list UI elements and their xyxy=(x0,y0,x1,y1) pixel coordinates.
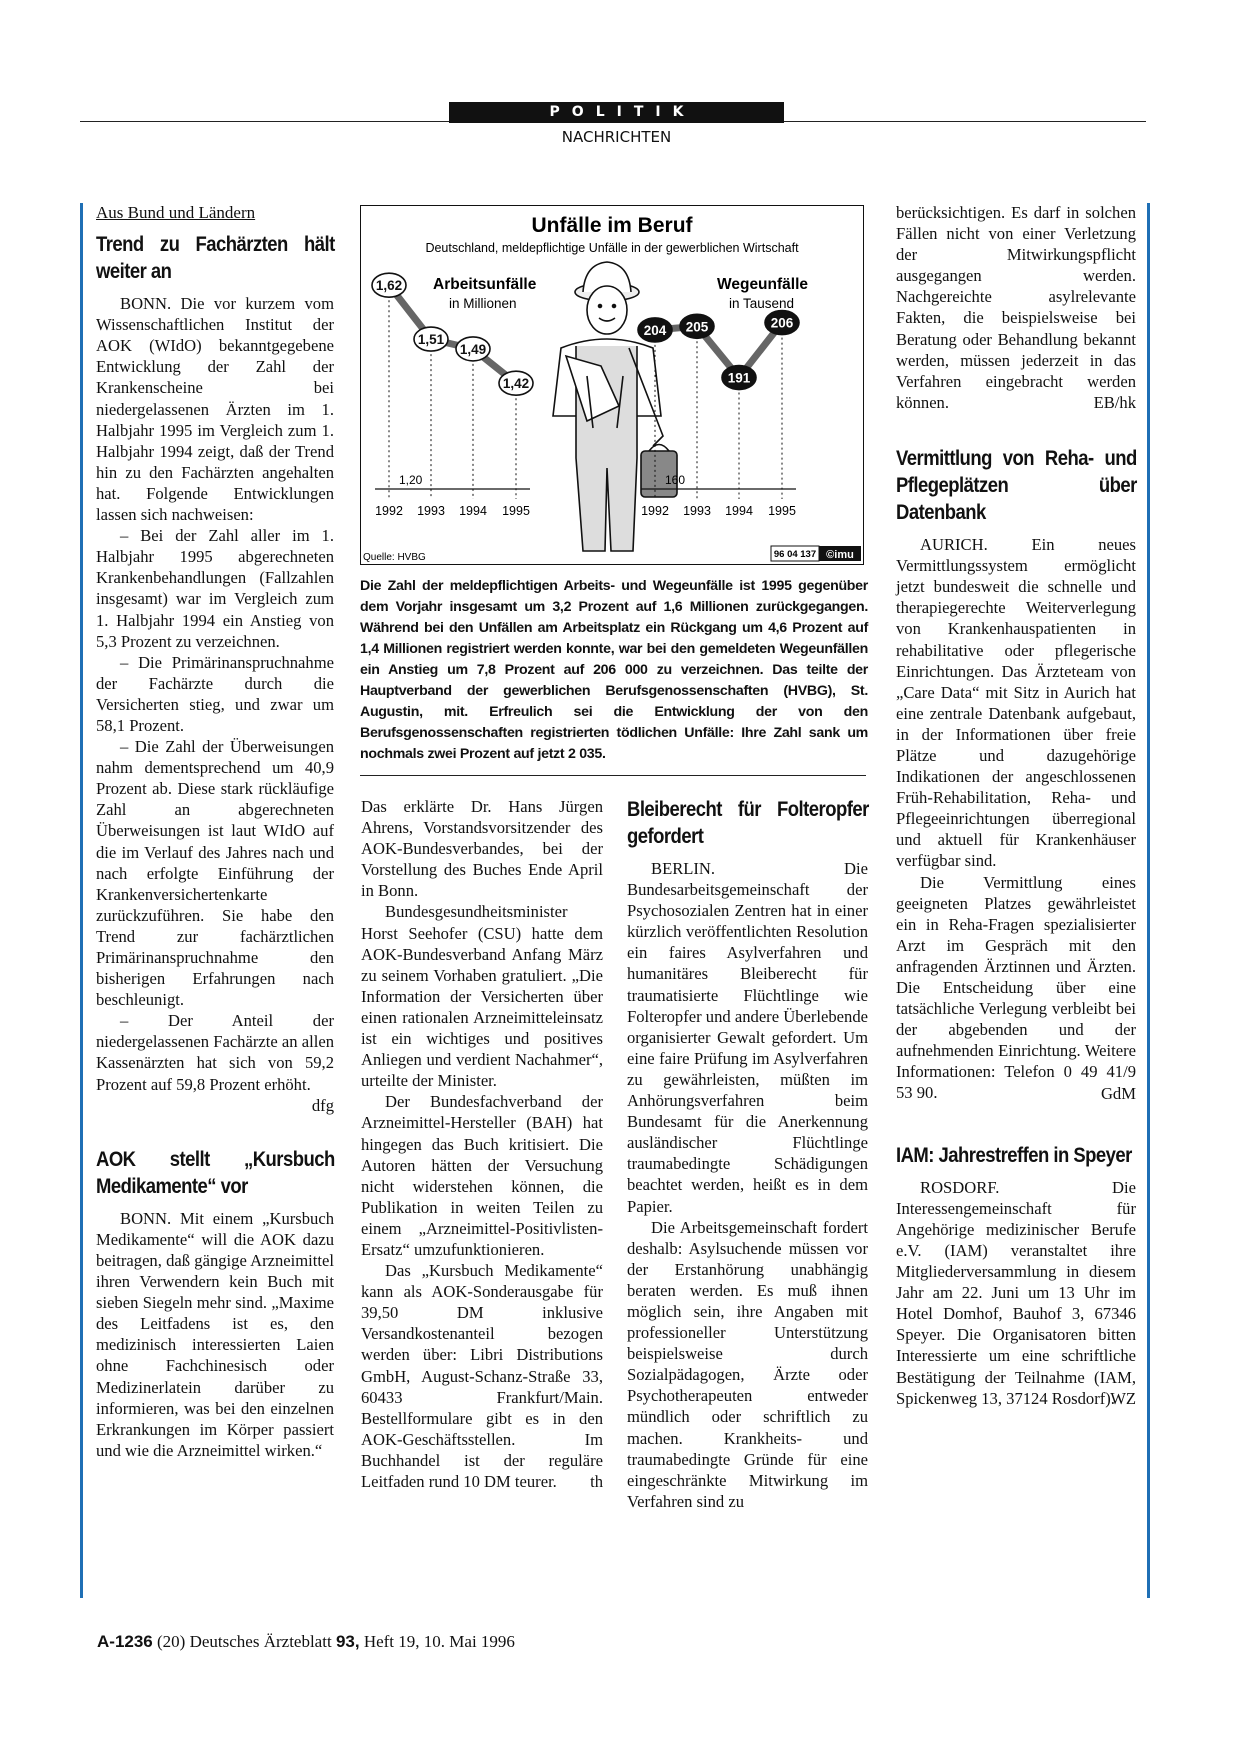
paragraph: BONN. Mit einem „Kursbuch Medikamente“ will die AOK dazu beitragen, daß gängige Arzneimittel ihren Verwendern kein Buch mit sieben Siegeln mehr sind. „Maxime des Leitfadens ist es, den medizinisch interessierten Laien ohne Fachchinesisch oder Medizinerlatein darüber zu informieren, was bei den einzelnen Erkrankungen im Körper passiert und wie die Arzneimittel wirken.“ xyxy=(96,1208,334,1460)
chart-svg xyxy=(361,206,863,564)
article-title-bleiberecht: Bleiberecht für Folteropfer gefordert xyxy=(627,798,869,848)
x-tick-label: 1995 xyxy=(768,504,796,518)
footer-issue: (20) Deutsches Ärzteblatt xyxy=(157,1632,332,1651)
paragraph: Der Bundesfachverband der Arzneimittel-Hersteller (BAH) hat hingegen das Buch kritisiert. Die Autoren hätten der Versuchung nicht widerstehen können, die Publikation in weiten Teilen zu einem „Arzneimittel-Positivlisten-Ersatz“ umzufunktionieren. xyxy=(361,1092,603,1259)
signature: EB/hk xyxy=(1093,392,1136,412)
x-tick-label: 1994 xyxy=(459,504,487,518)
data-label: 1,62 xyxy=(375,278,403,294)
article-title-kursbuch: AOK stellt „Kursbuch Medikamente“ vor xyxy=(96,1147,335,1198)
paragraph: ROSDORF. Die Interessengemeinschaft für Angehörige medizinischer Berufe e.V. (IAM) veranstaltet ihre Mitgliederversammlung in diesem Jahr am 22. Juni um 13 Uhr im Hotel Domhof, Bauhof 3, 67346 Speyer. Die Organisatoren bitten Interessierte um eine schriftliche Bestätigung der Teilnahme (IAM, Spickenweg 13, 37124 Rosdorf). xyxy=(896,1177,1136,1408)
section-label: POLITIK xyxy=(449,102,784,123)
paragraph: Die Arbeitsgemeinschaft fordert deshalb: Asylsuchende müssen vor der Erstanhörung unabhängig beraten werden. Es muß ihnen möglich sein, ihre Angaben mit professioneller Unterstützung beispielsweise durch Sozialpädagogen, Ärzte oder Psychotherapeuten entweder mündlich oder schriftlich zu machen. Krankheits- und traumabedingte Gründe für eine eingeschränkte Mitwirkung im Verfahren sind zu xyxy=(627,1217,868,1511)
paragraph: Das „Kursbuch Medikamente“ kann als AOK-Sonderausgabe für 39,50 DM inklusive Versandkostenanteil bezogen werden über: Libri Distributions GmbH, August-Schanz-Straße 33, 60433 Frankfurt/Main. Bestellformulare gibt es in den AOK-Geschäftsstellen. Im Buchhandel ist der reguläre Leitfaden rund 10 DM teurer. xyxy=(361,1261,603,1491)
article-title-vermittlung: Vermittlung von Reha- und Pflegeplätzen über Datenbank xyxy=(896,447,1137,525)
x-tick-label: 1994 xyxy=(725,504,753,518)
x-tick-label: 1992 xyxy=(375,504,403,518)
paragraph: – Der Anteil der niedergelassenen Fachärzte an allen Kassenärzten hat sich von 59,2 Prozent auf 59,8 Prozent erhöht. xyxy=(96,1011,334,1094)
footer-volume: 93, xyxy=(335,1632,360,1651)
paragraph: – Die Zahl der Überweisungen nahm dementsprechend um 40,9 Prozent ab. Diese stark rückläufige Zahl an abgerechneten Überweisungen ist laut WIdO auf die im Verlauf des Jahres nach und nach erfolgte Einführung der Krankenversichertenkarte zurückzuführen. Sie habe den Trend zur fachärztlichen Primärinanspruchnahme den bisherigen Erfahrungen nach beschleunigt. xyxy=(96,737,334,1010)
paragraph: Das erklärte Dr. Hans Jürgen Ahrens, Vorstandsvorsitzender des AOK-Bundesverbandes, bei der Vorstellung des Buches Ende April in Bonn. xyxy=(361,797,603,901)
column-1 xyxy=(96,202,334,1461)
column-marker-left xyxy=(80,203,83,1598)
chart-agency: ©imu xyxy=(826,549,854,561)
footer-date: Heft 19, 10. Mai 1996 xyxy=(363,1632,515,1651)
rubric: Aus Bund und Ländern xyxy=(96,203,256,222)
signature: GdM xyxy=(1100,1083,1136,1103)
article-title-iam: IAM: Jahrestreffen in Speyer xyxy=(896,1143,1132,1167)
chart-subtitle: Deutschland, meldepflichtige Unfälle in der gewerblichen Wirtschaft xyxy=(425,241,799,255)
signature: WZ xyxy=(1110,1388,1136,1408)
paragraph: AURICH. Ein neues Vermittlungssystem ermöglicht jetzt bundesweit die schnelle und therapiegerechte Weiterverlegung von Krankenhauspatienten in rehabilitative oder pflegerische Einrichtungen. Das Ärzteteam von „Care Data“ mit Sitz in Aurich hat eine zentrale Datenbank aufgebaut, in der Informationen über freie Plätze und dazugehörige Indikationen der angeschlossenen Früh-Rehabilitation, Reha- und Pflegeeinrichtungen überregional und aktuell für Krankenhäuser verfügbar sind. xyxy=(896,535,1136,871)
signature: th xyxy=(590,1472,603,1492)
data-label: 206 xyxy=(770,315,794,331)
data-label: 205 xyxy=(685,319,709,335)
article-body-fachaerzte xyxy=(96,293,334,1116)
signature: dfg xyxy=(311,1095,334,1115)
column-2 xyxy=(361,796,603,1492)
series-unit-arbeitsunfaelle: in Millionen xyxy=(449,296,517,311)
data-label: 1,51 xyxy=(417,332,445,348)
data-label: 191 xyxy=(727,370,751,386)
article-body-kursbuch xyxy=(96,1208,334,1461)
paragraph: – Bei der Zahl aller im 1. Halbjahr 1995 abgerechneten Krankenbehandlungen (Fallzahlen insgesamt) war im Vergleich zum 1. Halbjahr 1994 ein Anstieg von 5,3 Prozent zu verzeichnen. xyxy=(96,526,334,651)
column-3 xyxy=(627,796,868,1512)
x-tick-label: 1993 xyxy=(417,504,445,518)
paragraph: BERLIN. Die Bundesarbeitsgemeinschaft der Psychosozialen Zentren hat in einer kürzlich veröffentlichten Resolution ein faires Asylverfahren und humanitäres Bleiberecht für traumatisierte Flüchtlinge wie Folteropfer und andere Überlebende organisierter Gewalt gefordert. Um eine faire Prüfung im Asylverfahren zu gewährleisten, müßten im Anhörungsverfahren beim Bundesamt für die Anerkennung ausländischer Flüchtlinge traumabedingte Schädigungen beachtet werden, heißt es in dem Papier. xyxy=(627,859,868,1216)
article-title-fachaerzte: Trend zu Fachärzten hält weiter an xyxy=(96,233,335,284)
series-unit-wegeunfaelle: in Tausend xyxy=(729,296,795,311)
caption-divider xyxy=(360,775,866,776)
column-4 xyxy=(896,202,1136,1409)
baseline-label: 160 xyxy=(665,473,686,487)
x-tick-label: 1995 xyxy=(502,504,530,518)
chart-unfaelle-im-beruf xyxy=(360,205,864,565)
data-label: 1,49 xyxy=(459,341,487,357)
paragraph: Bundesgesundheitsminister Horst Seehofer (CSU) hatte dem AOK-Bundesverband Anfang März zu seinem Vorhaben gratuliert. „Die Information der Versicherten über einen rationalen Arzneimitteleinsatz ist ein wichtiges und positives Anliegen und verdient Nachahmer“, urteilte der Minister. xyxy=(361,902,603,1091)
paragraph: berücksichtigen. Es darf in solchen Fällen nicht von einer Verletzung der Mitwirkungspflicht ausgegangen werden. Nachgereichte asylrelevante Fakten, die beispielsweise bei Beratung oder Behandlung bekannt werden, müssen jederzeit in das Verfahren eingebracht werden können. xyxy=(896,203,1136,412)
data-label: 204 xyxy=(643,322,667,338)
page-footer xyxy=(97,1632,515,1652)
chart-title: Unfälle im Beruf xyxy=(531,214,693,237)
series-name-arbeitsunfaelle: Arbeitsunfälle xyxy=(433,276,537,293)
x-tick-label: 1992 xyxy=(641,504,669,518)
chart-code: 96 04 137 xyxy=(773,549,817,560)
baseline-label: 1,20 xyxy=(399,473,423,487)
series-line xyxy=(655,323,782,378)
paragraph: – Die Primärinanspruchnahme der Fachärzte durch die Versicherten stieg, und zwar um 58,1 Prozent. xyxy=(96,652,334,735)
column-marker-right xyxy=(1147,203,1150,1598)
x-tick-label: 1993 xyxy=(683,504,711,518)
data-label: 1,42 xyxy=(502,376,530,392)
paragraph: BONN. Die vor kurzem vom Wissenschaftlichen Institut der AOK (WIdO) bekanntgegebene Entwicklung der Zahl der Krankenscheine bei niedergelassenen Ärzten im 1. Halbjahr 1995 im Vergleich zum 1. Halbjahr 1994 zeigt, daß der Trend hin zu den Fachärzten angehalten hat. Folgende Entwicklungen lassen sich nachweisen: xyxy=(96,294,334,525)
chart-source: Quelle: HVBG xyxy=(363,552,426,563)
page-number: A-1236 xyxy=(97,1632,153,1651)
chart-caption: Die Zahl der meldepflichtigen Arbeits- und Wegeunfälle ist 1995 gegenüber dem Vorjahr insgesamt um 3,2 Prozent auf 1,6 Millionen zurückgegangen. Während bei den Unfällen am Arbeitsplatz ein Rückgang um 4,6 Prozent auf 1,4 Millionen registriert werden konnte, war bei den gemeldeten Wegeunfällen ein Anstieg um 7,8 Prozent auf 206 000 zu verzeichnen. Das teilte der Hauptverband der gewerblichen Berufsgenossenschaften (HVBG), St. Augustin, mit. Erfreulich sei die Entwicklung der von den Berufsgenossenschaften registrierten tödlichen Unfälle: Ihre Zahl sank um nochmals zwei Prozent auf jetzt 2 035. xyxy=(360,578,868,762)
series-name-wegeunfaelle: Wegeunfälle xyxy=(717,276,809,293)
paragraph: Die Vermittlung eines geeigneten Platzes gewährleistet ein in Reha-Fragen spezialisierter Arzt im Gespräch mit den anfragenden Ärztinnen und Ärzten. Die Entscheidung über eine tatsächliche Verlegung verbleibt bei der abgebenden und der aufnehmenden Einrichtung. Weitere Informationen: Telefon 0 49 41/9 53 90. xyxy=(896,872,1136,1103)
subsection-label: NACHRICHTEN xyxy=(561,128,672,146)
